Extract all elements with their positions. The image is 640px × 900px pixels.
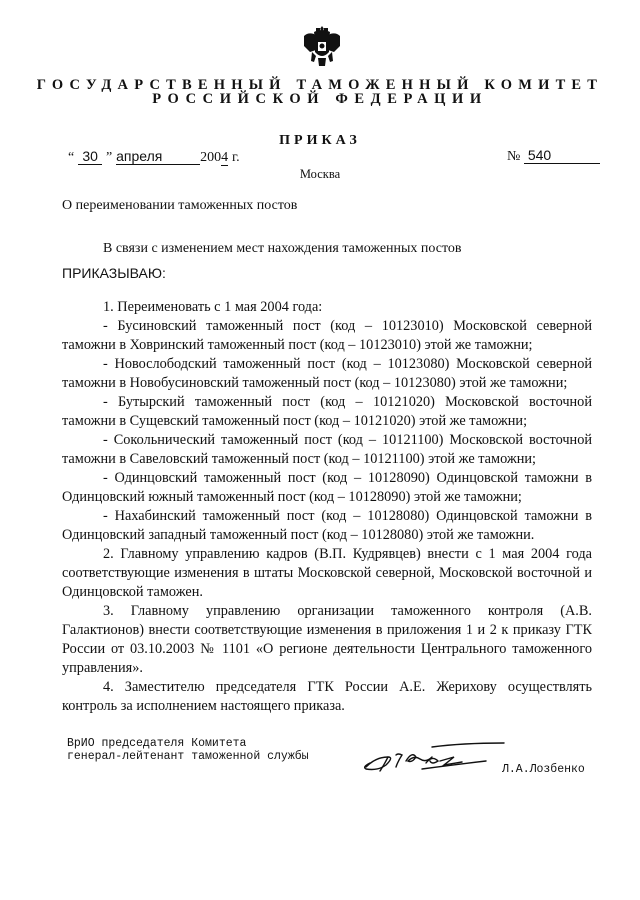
paragraph-rename-nakhabinsky: - Нахабинский таможенный пост (код – 10128080) Одинцовской таможни в Одинцовский западный таможенный пост (код – 10128080) этой же таможни. — [62, 508, 592, 543]
organization-name-line1: ГОСУДАРСТВЕННЫЙ ТАМОЖЕННЫЙ КОМИТЕТ — [36, 77, 604, 93]
order-word: ПРИКАЗЫВАЮ: — [62, 265, 166, 281]
date-year-prefix: 200 — [200, 150, 222, 165]
paragraph-item-2: 2. Главному управлению кадров (В.П. Кудрявцев) внести с 1 мая 2004 года соответствующие изменения в штаты Московской северной, Московской восточной и Одинцовской таможен. — [62, 546, 592, 600]
paragraph-rename-odintsovsky: - Одинцовский таможенный пост (код – 10128090) Одинцовской таможни в Одинцовский южный таможенный пост (код – 10128090) этой же таможни; — [62, 470, 592, 505]
date-month: апреля — [116, 149, 200, 165]
date-close-quote: ” — [106, 150, 113, 165]
document-body — [62, 298, 592, 716]
document-number — [507, 148, 600, 165]
signatory-position-line2: генерал-лейтенант таможенной службы — [67, 750, 309, 763]
paragraph-item-1: 1. Переименовать с 1 мая 2004 года: — [103, 299, 323, 315]
signatory-name: Л.А.Лозбенко — [502, 763, 585, 776]
date-day: 30 — [78, 149, 102, 165]
organization-name-line2: РОССИЙСКОЙ ФЕДЕРАЦИИ — [152, 91, 488, 107]
city: Москва — [299, 167, 341, 181]
date-year-suffix: 4 — [221, 150, 229, 165]
document-subject: О переименовании таможенных постов — [62, 198, 298, 213]
paragraph-rename-novoslobodsky: - Новослободский таможенный пост (код – 10123080) Московской северной таможни в Новобусиновский таможенный пост (код – 10123080) этой же таможни; — [62, 356, 592, 391]
number-label: № — [507, 149, 521, 164]
document-type-title: ПРИКАЗ — [279, 133, 361, 148]
paragraph-item-4: 4. Заместителю председателя ГТК России А.Е. Жерихову осуществлять контроль за исполнением настоящего приказа. — [62, 679, 592, 714]
number-value: 540 — [524, 148, 600, 164]
handwritten-signature-icon — [362, 737, 507, 777]
date-open-quote: “ — [68, 150, 75, 165]
signatory-position — [67, 737, 309, 763]
document-date — [68, 148, 240, 166]
preamble: В связи с изменением мест нахождения таможенных постов — [103, 241, 462, 256]
state-emblem-icon — [300, 22, 344, 70]
paragraph-item-3: 3. Главному управлению организации таможенного контроля (А.В. Галактионов) внести соответствующие изменения в приложения 1 и 2 к приказу ГТК России от 03.10.2003 № 1101 «О регионе деятельности Центрального таможенного управления». — [62, 603, 592, 676]
signatory-position-line1: ВрИО председателя Комитета — [67, 737, 247, 750]
paragraph-rename-butyrsky: - Бутырский таможенный пост (код – 10121020) Московской восточной таможни в Сущевский таможенный пост (код – 10121020) этой же таможни; — [62, 394, 592, 429]
date-year-abbr: г. — [232, 150, 240, 165]
paragraph-rename-sokolnichesky: - Сокольнический таможенный пост (код – 10121100) Московской восточной таможни в Савеловский таможенный пост (код – 10121100) этой же таможни; — [62, 432, 592, 467]
paragraph-rename-businovsky: - Бусиновский таможенный пост (код – 10123010) Московской северной таможни в Ховринский таможенный пост (код – 10123010) этой же таможни; — [62, 318, 592, 353]
